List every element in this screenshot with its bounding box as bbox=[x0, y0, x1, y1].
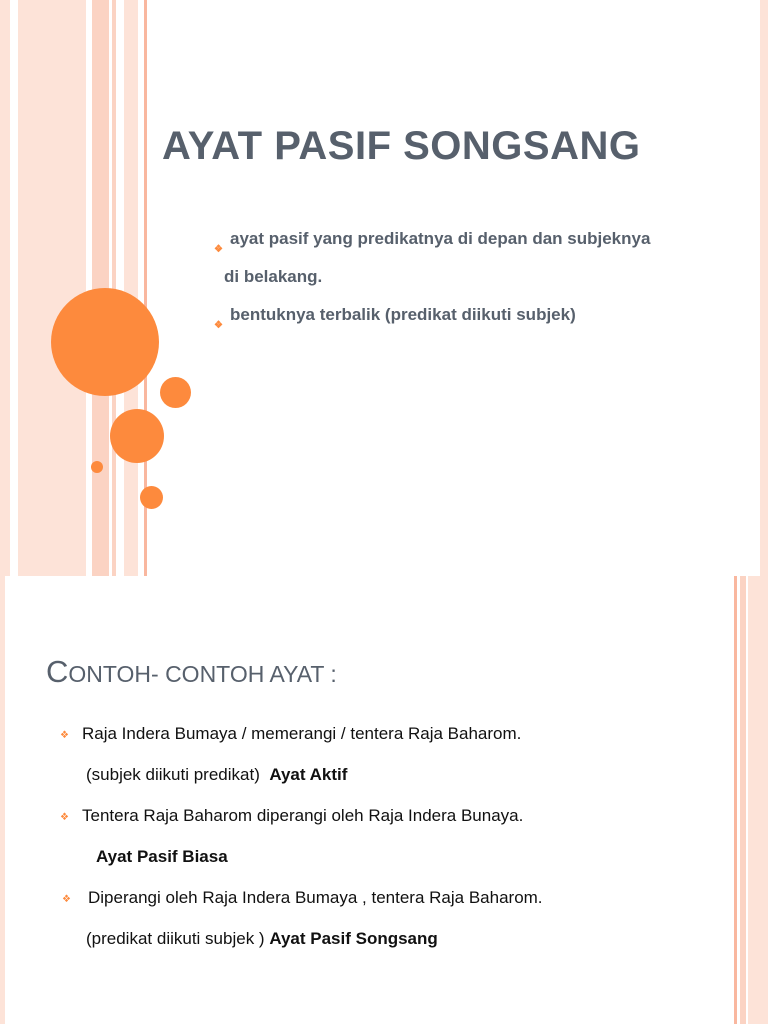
title-initial: C bbox=[46, 654, 69, 689]
example-note: (subjek diikuti predikat) bbox=[86, 765, 260, 784]
example-label: Ayat Pasif Biasa bbox=[96, 847, 228, 866]
bullet-item bbox=[214, 220, 694, 258]
decor-stripe bbox=[760, 0, 768, 576]
bullet-text: di belakang. bbox=[224, 267, 323, 286]
diamond-bullet-icon: ❖ bbox=[214, 320, 223, 331]
title-rest: ONTOH- CONTOH AYAT : bbox=[68, 661, 337, 687]
decor-stripe bbox=[18, 0, 86, 576]
example-label: Ayat Pasif Songsang bbox=[269, 929, 438, 948]
decor-stripe bbox=[734, 576, 737, 1024]
example-note: (predikat diikuti subjek ) bbox=[86, 929, 265, 948]
slide-title bbox=[46, 654, 337, 690]
bullet-list bbox=[214, 220, 694, 334]
example-sentence: Raja Indera Bumaya / memerangi / tentera Raja Baharom. bbox=[82, 724, 522, 743]
bullet-text: bentuknya terbalik (predikat diikuti subjek) bbox=[230, 305, 576, 324]
decor-stripe bbox=[740, 576, 746, 1024]
decor-circle-large bbox=[51, 288, 159, 396]
decor-circle bbox=[160, 377, 191, 408]
example-sentence: Tentera Raja Baharom diperangi oleh Raja Indera Bunaya. bbox=[82, 806, 524, 825]
example-note-row bbox=[86, 765, 347, 785]
decor-circle bbox=[140, 486, 163, 509]
example-label: Ayat Aktif bbox=[269, 765, 348, 784]
bullet-item bbox=[214, 296, 694, 334]
diamond-bullet-icon: ❖ bbox=[62, 894, 71, 905]
slide-2 bbox=[0, 576, 768, 1024]
decor-stripe bbox=[124, 0, 138, 576]
bullet-continuation bbox=[214, 258, 694, 296]
example-note-row bbox=[86, 929, 438, 949]
decor-circle-small bbox=[91, 461, 103, 473]
decor-stripe bbox=[0, 576, 5, 1024]
example-note-row bbox=[96, 847, 228, 867]
diamond-bullet-icon: ❖ bbox=[214, 244, 223, 255]
decor-stripe bbox=[0, 0, 10, 576]
decor-stripe bbox=[748, 576, 768, 1024]
example-sentence: Diperangi oleh Raja Indera Bumaya , tentera Raja Baharom. bbox=[88, 888, 543, 907]
decor-circle bbox=[110, 409, 164, 463]
diamond-bullet-icon: ❖ bbox=[60, 812, 69, 823]
slide-title: AYAT PASIF SONGSANG bbox=[162, 124, 641, 168]
bullet-text: ayat pasif yang predikatnya di depan dan subjeknya bbox=[230, 229, 651, 248]
diamond-bullet-icon: ❖ bbox=[60, 730, 69, 741]
